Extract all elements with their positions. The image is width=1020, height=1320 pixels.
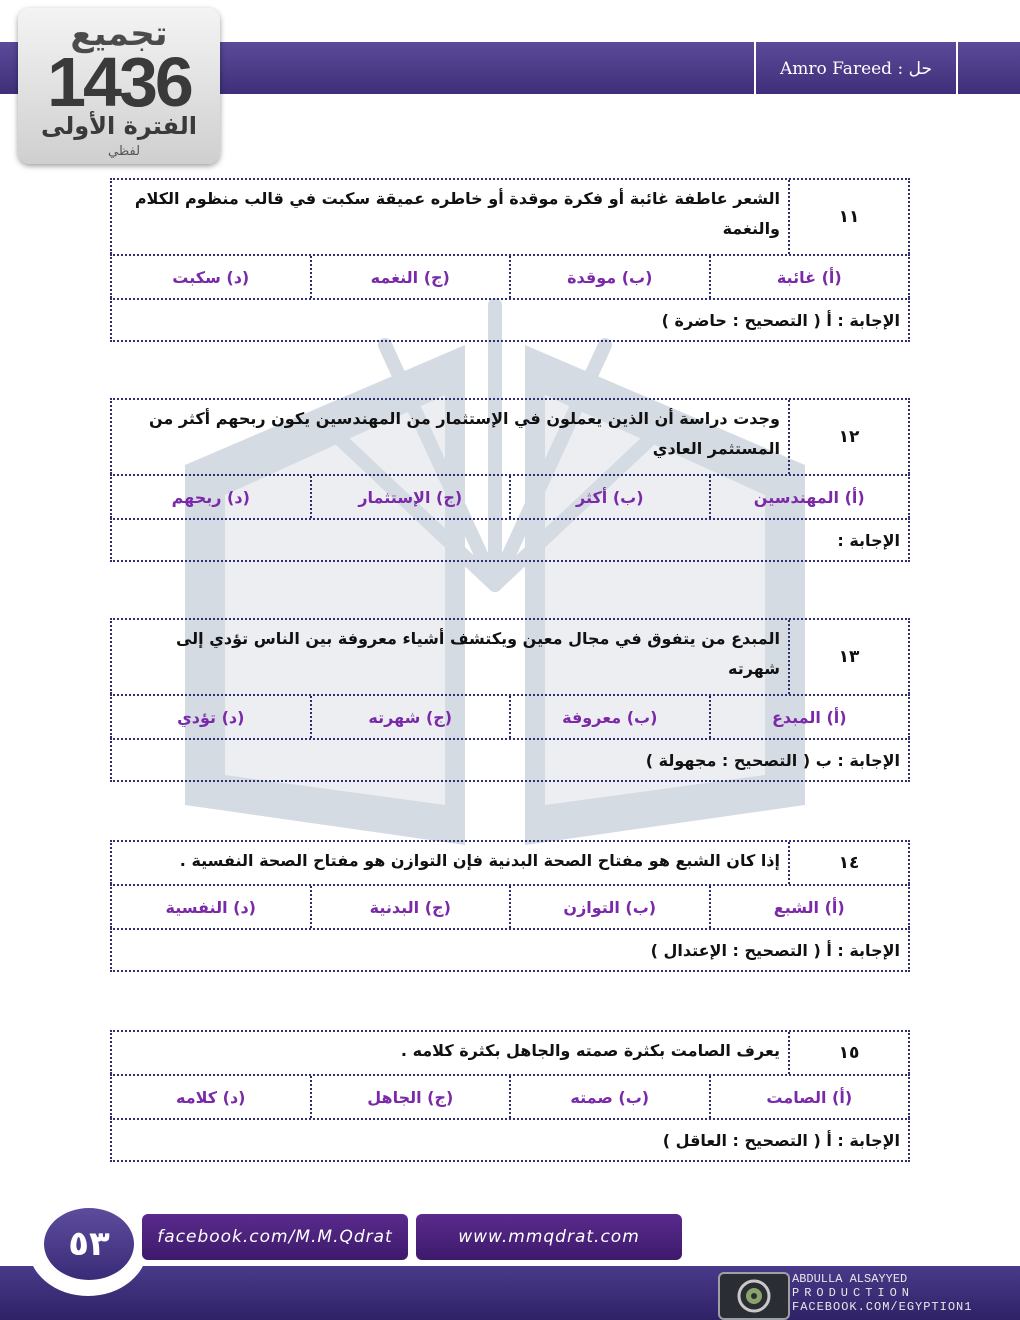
options-row	[110, 254, 910, 298]
header-divider	[754, 42, 756, 94]
answer-row: الإجابة :	[110, 518, 910, 562]
answer-row: الإجابة : أ ( التصحيح : حاضرة )	[110, 298, 910, 342]
option-a: (أ) الصامت	[709, 1076, 909, 1118]
answer-row: الإجابة : أ ( التصحيح : العاقل )	[110, 1118, 910, 1162]
option-c: (ج) شهرته	[310, 696, 510, 738]
logo-year: 1436	[47, 43, 191, 121]
options-row	[110, 1074, 910, 1118]
question-block-13	[110, 618, 910, 782]
brand-facebook: FACEBOOK.COM/EGYPTION1	[792, 1300, 973, 1314]
question-block-15	[110, 1030, 910, 1162]
option-c: (ج) الجاهل	[310, 1076, 510, 1118]
solver-credit: حل : Amro Fareed	[780, 59, 932, 79]
camera-lens-icon	[736, 1278, 772, 1314]
question-number: ١٢	[788, 400, 908, 474]
question-block-12	[110, 398, 910, 562]
logo-badge	[18, 8, 220, 164]
brand-production: PRODUCTION	[792, 1286, 915, 1300]
website-link[interactable]: www.mmqdrat.com	[416, 1214, 682, 1260]
option-b: (ب) التوازن	[509, 886, 709, 928]
option-c: (ج) الإستثمار	[310, 476, 510, 518]
page-number: ٥٣	[44, 1208, 134, 1280]
question-number: ١٥	[788, 1032, 908, 1074]
question-number: ١٤	[788, 842, 908, 884]
production-logo	[718, 1272, 790, 1320]
question-number: ١٣	[788, 620, 908, 694]
header-divider	[956, 42, 958, 94]
question-text: المبدع من يتفوق في مجال معين ويكتشف أشياء معروفة بين الناس تؤدي إلى شهرته	[175, 629, 780, 678]
answer-row: الإجابة : ب ( التصحيح : مجهولة )	[110, 738, 910, 782]
option-a: (أ) المبدع	[709, 696, 909, 738]
option-a: (أ) الشبع	[709, 886, 909, 928]
facebook-link[interactable]: facebook.com/M.M.Qdrat	[142, 1214, 408, 1260]
option-c: (ج) البدنية	[310, 886, 510, 928]
options-row	[110, 694, 910, 738]
logo-period: الفترة الأولى	[40, 112, 198, 140]
logo-tag: لفظي	[108, 144, 141, 159]
brand-name: ABDULLA ALSAYYED	[792, 1272, 908, 1286]
question-block-11	[110, 178, 910, 342]
option-d: (د) ربحهم	[171, 487, 250, 507]
question-text: يعرف الصامت بكثرة صمته والجاهل بكثرة كلامه .	[400, 1041, 780, 1060]
question-number: ١١	[788, 180, 908, 254]
option-b: (ب) أكثر	[509, 476, 709, 518]
option-d: (د) النفسية	[165, 897, 256, 917]
option-a: (أ) غائبة	[709, 256, 909, 298]
answer-row: الإجابة : أ ( التصحيح : الإعتدال )	[110, 928, 910, 972]
option-d: (د) تؤدي	[177, 707, 245, 727]
logo-title: تجميع	[70, 14, 168, 54]
options-row	[110, 884, 910, 928]
option-b: (ب) معروفة	[509, 696, 709, 738]
option-b: (ب) صمته	[509, 1076, 709, 1118]
question-text: وجدت دراسة أن الذين يعملون في الإستثمار من المهندسين يكون ربحهم أكثر من المستثمر العادي	[148, 409, 780, 458]
question-block-14	[110, 840, 910, 972]
option-a: (أ) المهندسين	[709, 476, 909, 518]
option-c: (ج) النغمه	[310, 256, 510, 298]
option-b: (ب) موقدة	[509, 256, 709, 298]
option-d: (د) كلامه	[176, 1087, 246, 1107]
question-text: إذا كان الشبع هو مفتاح الصحة البدنية فإن التوازن هو مفتاح الصحة النفسية .	[179, 851, 780, 870]
options-row	[110, 474, 910, 518]
production-credit	[792, 1272, 972, 1314]
option-d: (د) سكبت	[172, 267, 250, 287]
question-text: الشعر عاطفة غائبة أو فكرة موقدة أو خاطره عميقة سكبت في قالب منظوم الكلام والنغمة	[134, 189, 780, 238]
